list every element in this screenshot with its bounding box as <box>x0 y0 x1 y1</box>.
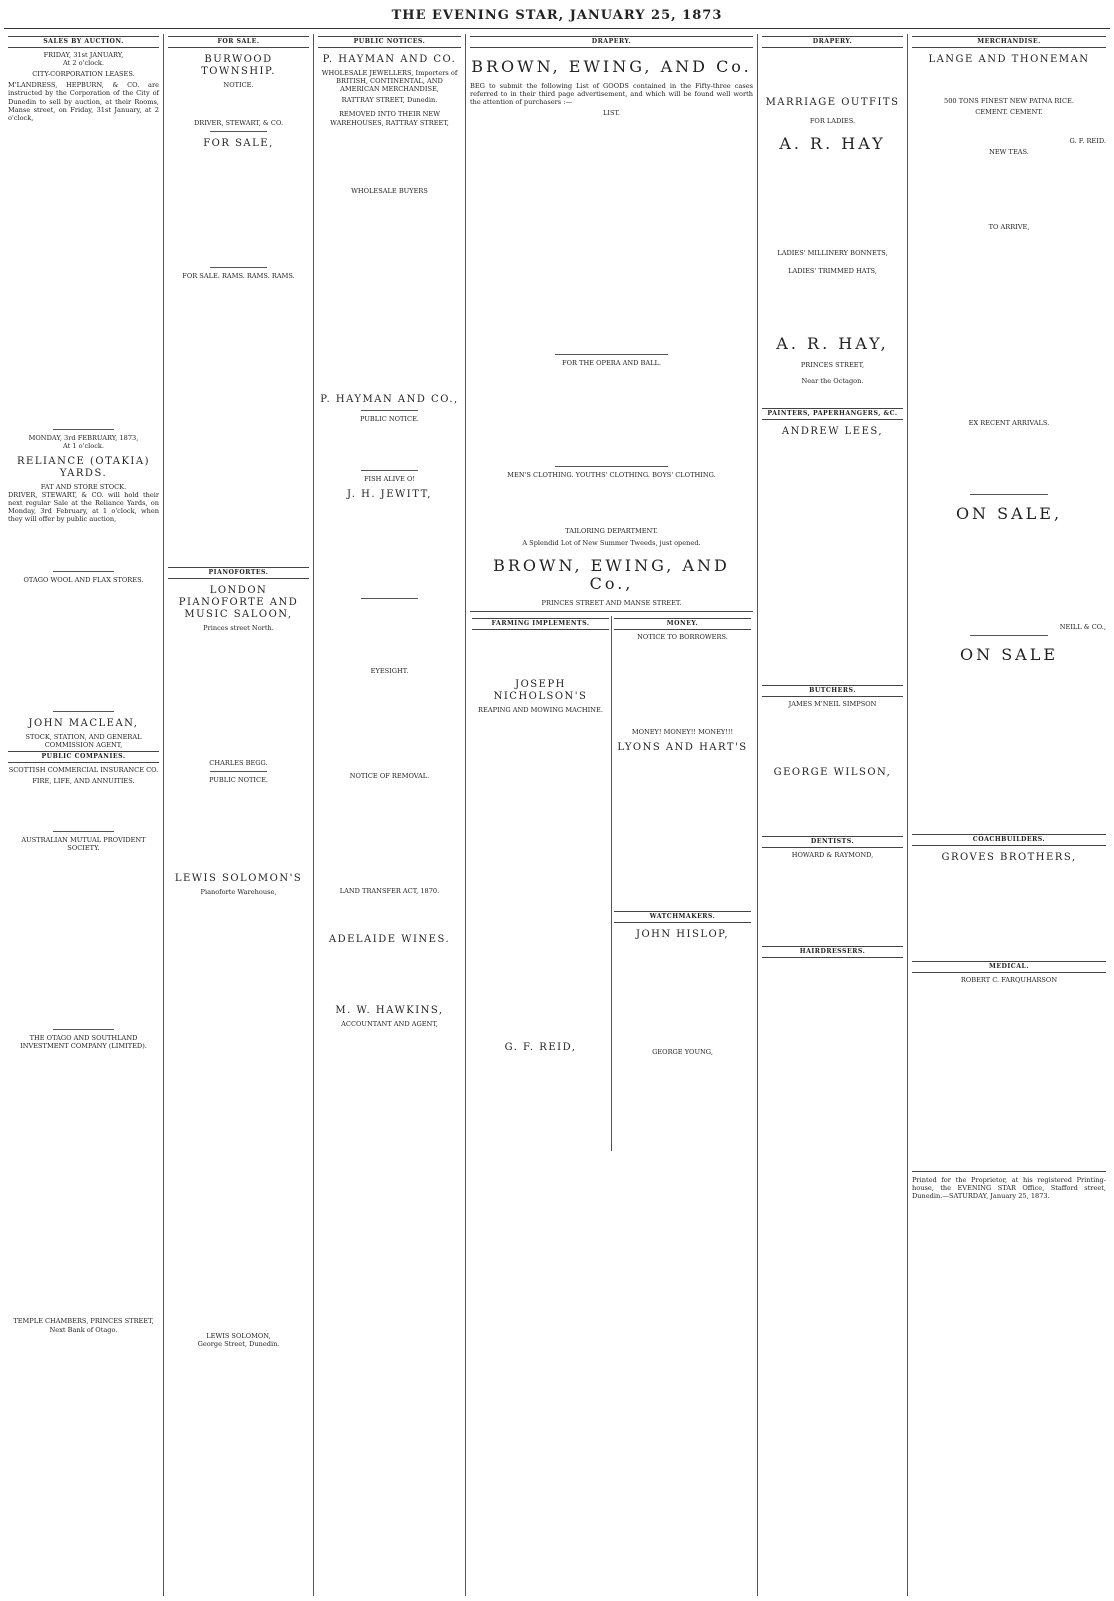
ad-title: HOWARD & RAYMOND, <box>791 850 874 859</box>
ad-body-text-block <box>8 587 159 707</box>
ad-body-text-block <box>318 426 461 466</box>
ad-subtitle: TAILORING DEPARTMENT. <box>565 526 658 535</box>
ad-subtitle: WHOLESALE BUYERS <box>351 186 428 195</box>
ad-title: LONDON PIANOFORTE AND MUSIC SALOON, <box>178 585 299 621</box>
ad-body-text-block <box>168 635 309 755</box>
section-header: MERCHANDISE. <box>912 36 1106 48</box>
ad-body-text-block <box>8 125 159 425</box>
ad-title: ROBERT C. FARQUHARSON <box>960 975 1058 984</box>
section-header: PUBLIC COMPANIES. <box>8 751 159 763</box>
sale-time: At 2 o'clock. <box>62 59 105 68</box>
column-drapery-main <box>466 34 758 1596</box>
ad-signature: G. F. REID, <box>504 1042 577 1054</box>
ad-signature: DRIVER, STEWART, & CO. <box>193 119 284 128</box>
ad-footer: TEMPLE CHAMBERS, PRINCES STREET, Next Bank of Otago. <box>13 1317 154 1334</box>
divider <box>555 354 668 355</box>
sale-time: At 1 o'clock. <box>62 441 105 450</box>
ad-body-text-block <box>912 529 1106 619</box>
ad-body-text-block <box>470 483 753 523</box>
masthead: THE EVENING STAR, JANUARY 25, 1873 <box>391 8 723 23</box>
ad-title: LEWIS SOLOMON'S <box>174 872 303 884</box>
ad-title: FISH ALIVE O! <box>363 474 415 483</box>
ad-title: LYONS AND HART'S <box>617 742 748 754</box>
divider <box>555 466 668 467</box>
ad-body-text-block <box>318 949 461 999</box>
ad-body-text-block <box>762 441 903 681</box>
ad-subtitle: Pianoforte Warehouse, <box>200 887 277 896</box>
section-header: FARMING IMPLEMENTS. <box>472 618 609 630</box>
ad-title: PUBLIC NOTICE. <box>209 775 268 784</box>
ad-subtitle: WHOLESALE JEWELLERS, Importers of BRITISH, CONTINENTAL, AND AMERICAN MERCHANDISE, <box>321 69 458 94</box>
section-header: MONEY. <box>614 618 751 630</box>
divider <box>53 429 113 430</box>
ad-body-text-block <box>912 430 1106 490</box>
divider <box>53 711 113 712</box>
divider <box>470 611 753 612</box>
ad-title: PUBLIC NOTICE. <box>360 414 419 423</box>
ad-subtitle: FAT AND STORE STOCK. <box>40 483 127 492</box>
section-header: PIANOFORTES. <box>168 567 309 579</box>
divider <box>970 494 1048 495</box>
divider <box>361 598 418 599</box>
ad-body-text-block <box>912 119 1106 133</box>
section-header: HAIRDRESSERS. <box>762 946 903 958</box>
ad-title: ON SALE, <box>955 503 1063 523</box>
masthead-rule <box>4 28 1110 29</box>
ad-signature: NEILL & CO., <box>1059 622 1106 631</box>
ad-title: JOHN MACLEAN, <box>28 717 139 729</box>
ad-body-text-block <box>318 898 461 928</box>
ad-body-text-block <box>168 153 309 263</box>
section-header: DRAPERY. <box>762 36 903 48</box>
ad-signature: G. F. REID. <box>1069 137 1106 146</box>
ad-body-text-block <box>318 504 461 594</box>
ad-title: MARRIAGE OUTFITS <box>765 97 900 109</box>
ad-title: CITY-CORPORATION LEASES. <box>32 70 135 79</box>
ad-subtitle: ACCOUNTANT AND AGENT, <box>341 1020 438 1029</box>
ad-subtitle: Near the Octagon. <box>801 377 864 386</box>
ad-body-text-block <box>912 867 1106 957</box>
ad-title: AUSTRALIAN MUTUAL PROVIDENT SOCIETY. <box>21 836 146 853</box>
ad-subtitle: REAPING AND MOWING MACHINE. <box>478 706 603 715</box>
ad-body-text-block <box>318 783 461 883</box>
ad-body-text-block <box>470 372 753 462</box>
column-drapery-hay <box>758 34 908 1596</box>
section-header: FOR SALE. <box>168 36 309 48</box>
split-section <box>470 616 753 1151</box>
column-public-notices <box>314 34 466 1596</box>
divider <box>53 831 113 832</box>
ad-title: LANGE AND THONEMAN <box>928 54 1090 66</box>
ad-address: RATTRAY STREET, Dunedin. <box>341 96 438 105</box>
ad-body-text-block <box>762 711 903 761</box>
ad-subtitle: FOR LADIES. <box>809 117 856 126</box>
sale-date: FRIDAY, 31st JANUARY, <box>43 51 124 60</box>
ad-title: EX RECENT ARRIVALS. <box>968 418 1050 427</box>
ad-title: ADELAIDE WINES. <box>328 934 451 946</box>
divider <box>210 267 266 268</box>
ad-body-text-block <box>168 91 309 115</box>
ad-title: MONEY! MONEY!! MONEY!!! <box>631 728 734 737</box>
ad-title: BROWN, EWING, AND Co. <box>471 57 752 77</box>
ad-signature: P. HAYMAN AND CO., <box>320 393 459 405</box>
ad-title: JOHN HISLOP, <box>635 929 730 941</box>
ad-subtitle: NOTICE. <box>223 81 254 90</box>
divider <box>210 771 266 772</box>
ad-body-text-block <box>762 862 903 942</box>
ad-signature: LEWIS SOLOMON, <box>206 1331 271 1340</box>
column-for-sale <box>164 34 314 1596</box>
ad-body-text-block <box>8 1053 159 1313</box>
ad-title: SCOTTISH COMMERCIAL INSURANCE CO. <box>8 765 159 774</box>
ad-body: A Splendid Lot of New Summer Tweeds, just opened. <box>522 538 701 547</box>
ad-body-text-block <box>762 159 903 239</box>
ad-body: M'LANDRESS, HEPBURN, & CO. are instructed by the Corporation of the City of Dunedin to sell by auction, at their Rooms, Manse street, on Friday, 31st January, at 2 o'clock, <box>8 81 159 122</box>
ad-subtitle: LIST. <box>602 109 621 118</box>
ad-body-text-block <box>912 670 1106 830</box>
ad-title: LAND TRANSFER ACT, 1870. <box>339 887 440 896</box>
section-header: WATCHMAKERS. <box>614 911 751 923</box>
ad-body-text-block <box>762 285 903 325</box>
section-header: MEDICAL. <box>912 961 1106 973</box>
ad-body-text-block <box>912 987 1106 1167</box>
ad-body-text-block <box>168 898 309 1328</box>
ad-title: THE OTAGO AND SOUTHLAND INVESTMENT COMPANY (LIMITED). <box>20 1034 147 1051</box>
ad-body-text-block <box>472 633 609 673</box>
ad-subtitle: REMOVED INTO THEIR NEW WAREHOUSES, RATTRAY STREET, <box>330 110 449 127</box>
ad-body-text-block <box>318 198 461 388</box>
ad-body-text-block <box>168 283 309 563</box>
section-header: COACHBUILDERS. <box>912 834 1106 846</box>
ad-title: OTAGO WOOL AND FLAX STORES. <box>23 575 144 584</box>
section-header: SALES BY AUCTION. <box>8 36 159 48</box>
ad-title: NOTICE TO BORROWERS. <box>637 633 728 642</box>
divider <box>912 1171 1106 1172</box>
ad-title: P. HAYMAN AND CO. <box>322 54 457 66</box>
ad-body-text-block <box>318 603 461 663</box>
ad-signature: GEORGE YOUNG, <box>652 1048 713 1057</box>
ad-body-text-block <box>8 855 159 1025</box>
section-header: PUBLIC NOTICES. <box>318 36 461 48</box>
ad-subtitle: FOR THE OPERA AND BALL. <box>562 359 661 368</box>
ad-body-text-block <box>318 133 461 183</box>
ad-title: FOR SALE. RAMS. RAMS. RAMS. <box>182 272 295 281</box>
ad-body-text-block <box>614 644 751 724</box>
ad-title: A. R. HAY, <box>776 334 889 354</box>
ad-title: TO ARRIVE, <box>988 223 1030 232</box>
divider <box>53 1029 113 1030</box>
farming-implements-column <box>470 616 612 1151</box>
ad-body-text-block <box>470 120 753 350</box>
ad-name: J. H. JEWITT, <box>347 488 432 500</box>
ad-address: PRINCES STREET, <box>800 361 865 370</box>
section-header: DENTISTS. <box>762 836 903 848</box>
section-header: BUTCHERS. <box>762 685 903 697</box>
ad-title: ANDREW LEES, <box>781 425 884 437</box>
ad-title: A. R. HAY <box>779 134 886 154</box>
ad-body-text-block <box>762 782 903 832</box>
ad-address: PRINCES STREET AND MANSE STREET. <box>541 598 682 607</box>
ad-signature: CHARLES BEGG. <box>209 758 268 767</box>
ad-body-text-block <box>762 961 903 1001</box>
ad-title: NOTICE OF REMOVAL. <box>349 772 430 781</box>
sale-date: MONDAY, 3rd FEBRUARY, 1873, <box>28 433 139 442</box>
ad-subtitle: LADIES' MILLINERY BONNETS, <box>777 249 888 258</box>
ad-title: EYESIGHT. <box>370 666 409 675</box>
imprint: Printed for the Proprietor, at his registered Printing-house, the EVENING STAR Office, Stafford street, Dunedin.—SATURDAY, January 25, 1873. <box>912 1176 1106 1201</box>
ad-body-text-block <box>168 787 309 867</box>
ad-subtitle: MEN'S CLOTHING. YOUTHS' CLOTHING. BOYS' CLOTHING. <box>507 470 716 479</box>
divider <box>53 571 113 572</box>
ad-body-text-block <box>472 716 609 1036</box>
ad-body-text-block <box>912 159 1106 219</box>
ad-title: M. W. HAWKINS, <box>335 1005 444 1017</box>
divider <box>210 131 266 132</box>
ad-title: GROVES BROTHERS, <box>941 851 1077 863</box>
divider <box>361 470 418 471</box>
ad-title: GEORGE WILSON, <box>773 766 892 778</box>
ad-title: CEMENT. CEMENT. <box>975 108 1043 117</box>
ad-body-text-block <box>614 944 751 1044</box>
ad-body-text-block <box>8 787 159 827</box>
ad-title: JOSEPH NICHOLSON'S <box>493 679 588 703</box>
ad-title: ON SALE <box>959 644 1059 664</box>
section-header: PAINTERS, PAPERHANGERS, &C. <box>762 408 903 420</box>
ad-title: BROWN, EWING, AND Co., <box>493 555 730 593</box>
newspaper-columns <box>4 34 1110 1596</box>
ad-subtitle: 500 TONS FINEST NEW PATNA RICE. <box>944 97 1074 106</box>
ad-title: FOR SALE, <box>203 138 274 150</box>
ad-body-text-block <box>472 1057 609 1147</box>
column-merchandise <box>908 34 1110 1596</box>
money-column <box>612 616 753 1151</box>
ad-body-text-block <box>912 235 1106 415</box>
ad-title: RELIANCE (OTAKIA) YARDS. <box>16 456 150 480</box>
divider <box>361 410 418 411</box>
column-sales-by-auction <box>4 34 164 1596</box>
ad-title: NEW TEAS. <box>989 148 1029 157</box>
ad-body-text-block <box>8 527 159 567</box>
ad-subtitle: Princes street North. <box>203 624 274 633</box>
ad-body: DRIVER, STEWART, & CO. will hold their next regular Sale at the Reliance Yards, on Monday, 3rd February, at 1 o'clock, when they will offer by public auction, <box>8 491 159 524</box>
ad-body-text-block <box>614 757 751 907</box>
ad-body: BEG to submit the following List of GOODS contained in the Fifty-three cases referred to in their third page advertisement, and which will be found well worth the attention of purchasers :— <box>470 82 753 107</box>
ad-body-text-block <box>318 678 461 768</box>
ad-address: George Street, Dunedin. <box>197 1339 280 1348</box>
ad-subtitle: STOCK, STATION, AND GENERAL COMMISSION AGENT, <box>25 732 142 749</box>
ad-title: BURWOOD TOWNSHIP. <box>201 54 276 78</box>
section-header: DRAPERY. <box>470 36 753 48</box>
ad-title: JAMES M'NEIL SIMPSON <box>788 699 877 708</box>
ad-subtitle: FIRE, LIFE, AND ANNUITIES. <box>32 776 135 785</box>
ad-body-text-block <box>912 69 1106 93</box>
ad-subtitle: LADIES' TRIMMED HATS, <box>788 267 877 276</box>
divider <box>970 635 1048 636</box>
